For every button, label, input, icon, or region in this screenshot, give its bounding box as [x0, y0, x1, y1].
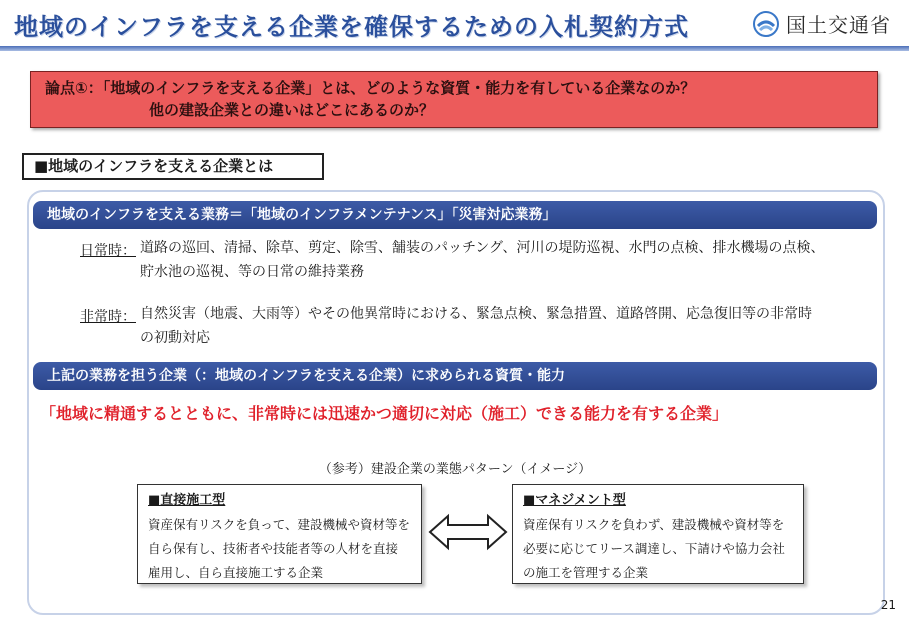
issue-box [30, 71, 878, 128]
title-divider [0, 46, 909, 51]
daily-term: 日常時： [80, 243, 136, 259]
org-logo [752, 8, 902, 42]
issue-line-2: 他の建設企業との違いはどこにあるのか？ [149, 101, 435, 119]
issue-line-1: 論点①：「地域のインフラを支える企業」とは、どのような資質・能力を有している企業なのか？ [45, 79, 696, 97]
requirements-highlight: 「地域に精通するとともに、非常時には迅速かつ適切に対応（施工）できる能力を有する企業」 [40, 404, 729, 423]
pattern-direct-line: 資産保有リスクを負って、建設機械や資材等を [148, 517, 411, 532]
duties-band: 地域のインフラを支える業務＝「地域のインフラメンテナンス」「災害対応業務」 [33, 201, 877, 229]
pattern-management-line: 資産保有リスクを負わず、建設機械や資材等を [523, 517, 785, 532]
pattern-management-line: の施工を管理する企業 [523, 565, 649, 580]
pattern-direct-heading: ■直接施工型 [148, 493, 226, 508]
org-name: 国土交通省 [786, 13, 891, 37]
page-title: 地域のインフラを支える企業を確保するための入札契約方式 [14, 13, 689, 41]
page-number: 21 [880, 598, 896, 612]
pattern-management-box [512, 484, 804, 584]
emergency-line-2: の初動対応 [140, 330, 210, 346]
pattern-management-heading: ■マネジメント型 [523, 493, 626, 508]
mlit-logo-icon [752, 10, 780, 38]
reference-title: （参考）建設企業の業態パターン（イメージ） [318, 462, 592, 477]
daily-line-2: 貯水池の巡視、等の日常の維持業務 [140, 264, 364, 280]
pattern-management-line: 必要に応じてリース調達し、下請けや協力会社 [523, 541, 785, 556]
emergency-line-1: 自然災害（地震、大雨等）やその他異常時における、緊急点検、緊急措置、道路啓開、応急復旧等の非常時 [140, 306, 812, 322]
daily-term-label: 日常時 [80, 243, 122, 259]
section-heading: ■地域のインフラを支える企業とは [22, 153, 324, 180]
emergency-description [140, 302, 880, 350]
emergency-term-label: 非常時 [80, 309, 122, 325]
pattern-direct-line: 雇用し、自ら直接施工する企業 [148, 565, 324, 580]
double-arrow-icon [428, 512, 508, 552]
daily-description [140, 236, 880, 284]
pattern-direct-box [137, 484, 422, 584]
pattern-direct-line: 自ら保有し、技術者や技能者等の人材を直接 [148, 541, 399, 556]
emergency-term: 非常時： [80, 309, 136, 325]
requirements-band: 上記の業務を担う企業（：地域のインフラを支える企業）に求められる資質・能力 [33, 362, 877, 390]
daily-line-1: 道路の巡回、清掃、除草、剪定、除雪、舗装のパッチング、河川の堤防巡視、水門の点検、排水機場の点検、 [140, 240, 825, 256]
